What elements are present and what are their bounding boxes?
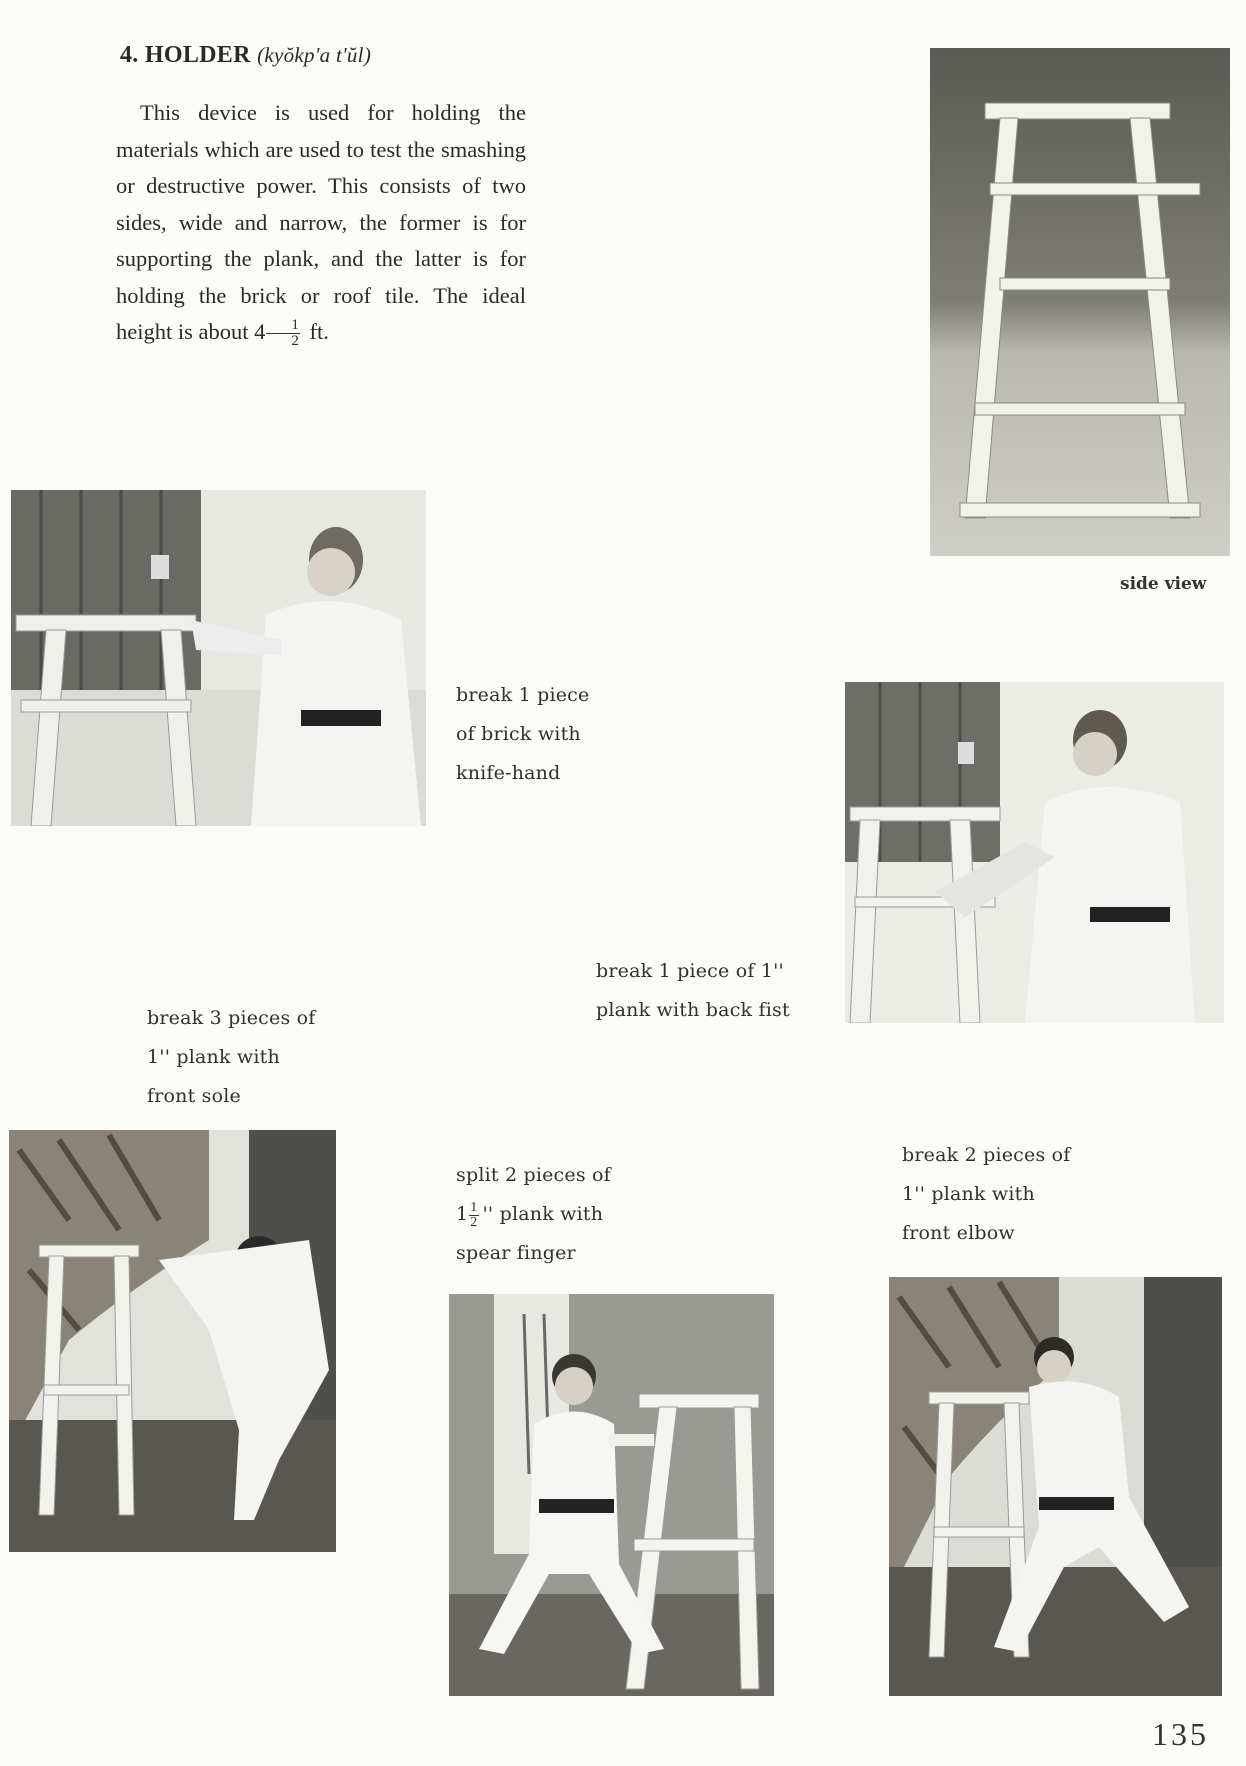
section-title: HOLDER — [144, 42, 251, 68]
description-text: This device is used for holding the materials which are used to test the smashing or destructive power. This consists of two sides, wide and narrow, the former is for supporting the plank, and the latter is for holding the brick or roof tile. The ideal height is about 4 — [116, 100, 526, 344]
section-number: 4. — [120, 42, 139, 68]
fraction-half: $\frac{1}{2}$ — [266, 318, 300, 349]
page-number: 135 — [1152, 1716, 1209, 1752]
description-unit: ft. — [309, 319, 329, 344]
front-elbow-photo — [889, 1277, 1222, 1696]
description-paragraph — [116, 95, 526, 351]
holder-side-view-photo — [930, 48, 1230, 556]
spear-finger-caption: split 2 pieces of 1 $\frac{1}{2}$ '' plank with spear finger — [456, 1164, 611, 1264]
section-heading — [120, 42, 371, 69]
knife-hand-photo — [11, 490, 426, 826]
spear-finger-photo — [449, 1294, 774, 1696]
back-fist-photo — [845, 682, 1224, 1023]
front-elbow-caption: break 2 pieces of 1'' plank with front elbow — [902, 1144, 1071, 1244]
section-romanization: (kyŏkp'a t'ŭl) — [257, 43, 372, 67]
front-sole-caption: break 3 pieces of 1'' plank with front sole — [147, 1007, 316, 1107]
side-view-caption: side view — [1120, 574, 1207, 594]
back-fist-caption: break 1 piece of 1'' plank with back fist — [596, 960, 790, 1021]
fraction-half: $\frac{1}{2}$ — [470, 1199, 478, 1230]
knife-hand-caption: break 1 piece of brick with knife-hand — [456, 684, 590, 784]
front-sole-photo — [9, 1130, 336, 1552]
